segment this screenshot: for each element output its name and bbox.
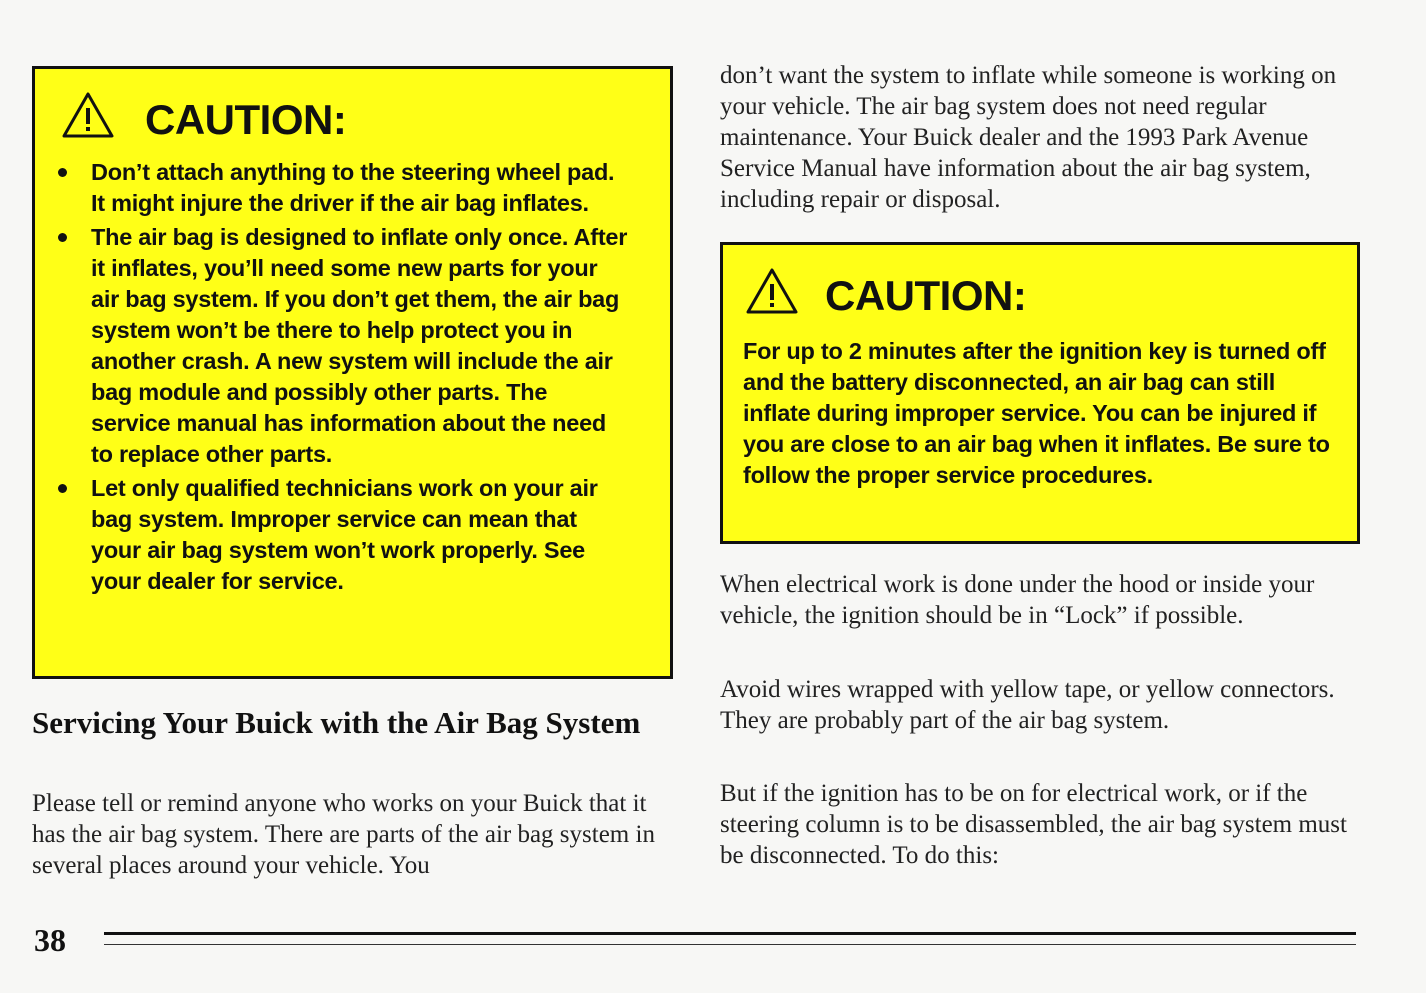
electrical-work-paragraph: When electrical work is done under the hood or inside your vehicle, the ignition should be in “Lock” if possible. <box>720 571 1315 629</box>
servicing-paragraph: Please tell or remind anyone who works on your Buick that it has the air bag system. There are parts of the air bag system in several places around your vehicle. You <box>32 790 655 879</box>
bullet-icon <box>58 484 67 493</box>
caution-text-right: For up to 2 minutes after the ignition key is turned off and the battery disconnected, an air bag can still inflate during improper service. You can be injured if you are close to an air bag when it inflates. Be sure to follow the proper service procedures. <box>743 338 1330 488</box>
footer-rule-thick <box>104 932 1356 935</box>
warning-triangle-icon <box>61 91 115 149</box>
caution-header-left <box>61 91 346 149</box>
caution-bullet-text: Don’t attach anything to the steering wheel pad. It might injure the driver if the air bag inflates. <box>91 159 615 216</box>
continuation-paragraph: don’t want the system to inflate while someone is working on your vehicle. The air bag system does not need regular maintenance. Your Buick dealer and the 1993 Park Avenue Service Manual have information about the air bag system, including repair or disposal. <box>720 62 1337 213</box>
caution-bullet-list <box>91 157 631 600</box>
caution-bullet-item <box>91 473 631 597</box>
caution-bullet-text: Let only qualified technicians work on your air bag system. Improper service can mean that your air bag system won’t work properly. See your dealer for service. <box>91 475 598 594</box>
caution-bullet-text: The air bag is designed to inflate only once. After it inflates, you’ll need some new parts for your air bag system. If you don’t get them, the air bag system won’t be there to help protect you in another crash. A new system will include the air bag module and possibly other parts. The service manual has information about the need to replace other parts. <box>91 224 628 467</box>
caution-title-left: CAUTION: <box>145 96 347 143</box>
page-number: 38 <box>34 922 66 958</box>
bullet-icon <box>58 233 67 242</box>
bullet-icon <box>58 168 67 177</box>
warning-triangle-icon <box>745 267 799 325</box>
caution-box-right <box>720 242 1360 544</box>
footer-rule-thin <box>104 944 1356 945</box>
ignition-paragraph: But if the ignition has to be on for electrical work, or if the steering column is to be disassembled, the air bag system must be disconnected. To do this: <box>720 780 1347 869</box>
caution-box-left <box>32 66 673 679</box>
section-heading: Servicing Your Buick with the Air Bag System <box>32 705 641 740</box>
caution-bullet-item <box>91 157 631 219</box>
yellow-wires-paragraph: Avoid wires wrapped with yellow tape, or yellow connectors. They are probably part of the air bag system. <box>720 676 1335 734</box>
caution-header-right <box>745 267 1026 325</box>
caution-bullet-item <box>91 222 631 470</box>
caution-title-right: CAUTION: <box>825 272 1027 319</box>
